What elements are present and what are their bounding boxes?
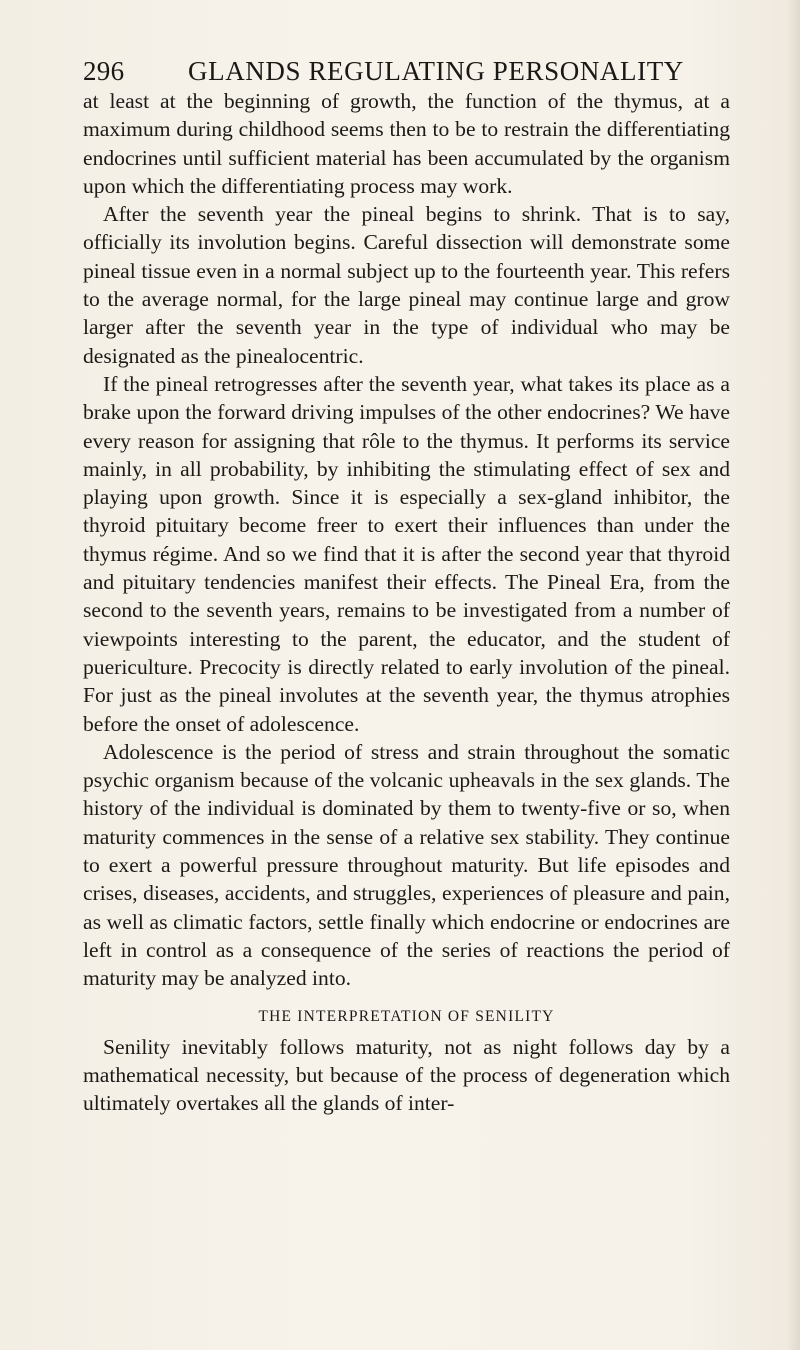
page-number: 296	[83, 56, 125, 86]
paragraph-pineal-shrink: After the seventh year the pineal begins to shrink. That is to say, officially its involution begins. Careful dissection will demonstrate some pineal tissue even in a normal subject up to the fourteenth year. This refers to the average normal, for the large pineal may continue large and grow larger after the seventh year in the type of individual who may be designated as the pinealocentric.	[83, 202, 730, 368]
paragraph-thymus-brake: If the pineal retrogresses after the seventh year, what takes its place as a brake upon the forward driving impulses of the other endocrines? We have every reason for assigning that rôle to the thymus. It performs its service mainly, in all probability, by inhibiting the stimulating effect of sex and playing upon growth. Since it is especially a sex-gland inhibitor, the thyroid pituitary become freer to exert their influences than under the thymus régime. And so we find that it is after the second year that thyroid and pituitary tendencies manifest their effects. The Pineal Era, from the second to the seventh years, remains to be investigated from a number of viewpoints interesting to the parent, the educator, and the student of puericulture. Precocity is directly related to early involution of the pineal. For just as the pineal involutes at the seventh year, the thymus atrophies before the onset of adolescence.	[83, 371, 730, 736]
page-header	[83, 54, 723, 88]
paragraph-senility: Senility inevitably follows maturity, not as night follows day by a mathematical necessity, but because of the process of degeneration which ultimately overtakes all the glands of inter-	[83, 1034, 730, 1116]
body-text	[83, 87, 730, 1117]
running-head: GLANDS REGULATING PERSONALITY	[188, 56, 684, 86]
paragraph-continuation: at least at the beginning of growth, the function of the thymus, at a maximum during childhood seems then to be to restrain the differentiating endocrines until sufficient material has been accumulated by the organism upon which the differentiating process may work.	[83, 89, 730, 198]
section-heading: THE INTERPRETATION OF SENILITY	[258, 1007, 555, 1025]
page-edge-shadow	[786, 0, 800, 1350]
paragraph-adolescence: Adolescence is the period of stress and strain throughout the somatic psychic organism because of the volcanic upheavals in the sex glands. The history of the individual is dominated by them to twenty-five or so, when maturity commences in the sense of a relative sex stability. They continue to exert a powerful pressure throughout maturity. But life episodes and crises, diseases, accidents, and struggles, experiences of pleasure and pain, as well as climatic factors, settle finally which endocrine or endocrines are left in control as a consequence of the series of reactions the period of maturity may be analyzed into.	[83, 739, 730, 991]
